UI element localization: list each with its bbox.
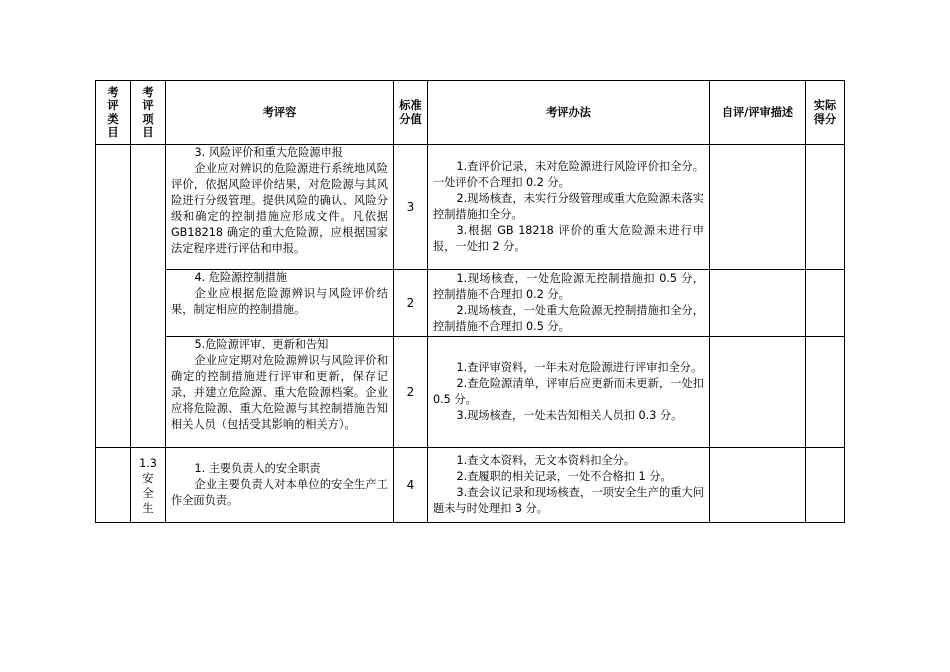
actual-score-cell: [806, 270, 845, 337]
header-item: 考 评 项 目: [131, 81, 166, 145]
self-eval-cell: [710, 145, 806, 270]
item-cell: [131, 145, 166, 448]
content-title: 1. 主要负责人的安全职责: [194, 462, 321, 475]
header-actual: 实际 得分: [806, 81, 845, 145]
table-row: [96, 448, 845, 523]
method-line: 2.查履职的相关记录，一处不合格扣 1 分。: [456, 470, 672, 483]
method-cell: [428, 270, 710, 337]
method-line: 3.根据 GB 18218 评价的重大危险源未进行申报，一处扣 2 分。: [433, 224, 704, 253]
header-content: 考评容: [166, 81, 394, 145]
content-cell: [166, 270, 394, 337]
content-body: 企业应根据危险源辨识与风险评价结果，制定相应的控制措施。: [171, 287, 388, 316]
content-cell: [166, 448, 394, 523]
category-cell: [96, 448, 131, 523]
self-eval-cell: [710, 337, 806, 448]
header-category: 考 评 类 目: [96, 81, 131, 145]
method-line: 2.查危险源清单，评审后应更新而未更新，一处扣 0.5 分。: [433, 377, 704, 406]
actual-score-cell: [806, 337, 845, 448]
content-body: 企业主要负责人对本单位的安全生产工作全面负责。: [171, 478, 388, 507]
header-self-eval: 自评/评审描述: [710, 81, 806, 145]
method-line: 3.现场核查，一处未告知相关人员扣 0.3 分。: [456, 409, 683, 422]
score-cell: 2: [394, 270, 428, 337]
header-score: 标准 分值: [394, 81, 428, 145]
method-line: 1.现场核查，一处危险源无控制措施扣 0.5 分，控制措施不合理扣 0.2 分。: [433, 272, 704, 301]
actual-score-cell: [806, 145, 845, 270]
method-cell: [428, 145, 710, 270]
content-title: 4. 危险源控制措施: [194, 271, 288, 284]
content-title: 5.危险源评审、更新和告知: [194, 338, 329, 351]
table-row: [96, 270, 845, 337]
item-cell: 1.3 安 全 生: [131, 448, 166, 523]
table-row: [96, 337, 845, 448]
category-cell: [96, 145, 131, 448]
method-line: 2.现场核查，一处重大危险源无控制措施扣全分，控制措施不合理扣 0.5 分。: [433, 304, 704, 333]
method-line: 2.现场核查，未实行分级管理或重大危险源未落实控制措施扣全分。: [433, 192, 704, 221]
method-cell: [428, 337, 710, 448]
method-line: 1.查文本资料，无文本资料扣全分。: [456, 454, 636, 467]
header-method: 考评办法: [428, 81, 710, 145]
content-body: 企业应定期对危险源辨识与风险评价和确定的控制措施进行评审和更新，保存记录，并建立危险源、重大危险源档案。企业应将危险源、重大危险源与其控制措施告知相关人员（包括受其影响的相关方）。: [171, 354, 388, 431]
content-cell: [166, 337, 394, 448]
method-line: 1.查评审资料，一年未对危险源进行评审扣全分。: [456, 361, 703, 374]
evaluation-table: [95, 80, 845, 523]
table-row: [96, 145, 845, 270]
self-eval-cell: [710, 270, 806, 337]
method-line: 3.查会议记录和现场核查，一项安全生产的重大问题未与时处理扣 3 分。: [433, 486, 704, 515]
score-cell: 3: [394, 145, 428, 270]
header-row: [96, 81, 845, 145]
content-title: 3. 风险评价和重大危险源申报: [194, 146, 343, 159]
score-cell: 2: [394, 337, 428, 448]
score-cell: 4: [394, 448, 428, 523]
content-cell: [166, 145, 394, 270]
method-cell: [428, 448, 710, 523]
actual-score-cell: [806, 448, 845, 523]
content-body: 企业应对辨识的危险源进行系统地风险评价，依据风险评价结果，对危险源与其风险进行分级管理。提供风险的确认、风险分级和确定的控制措施应形成文件。凡依据 GB18218 确定的重大危险源，应根据国家法定程序进行评估和申报。: [171, 162, 388, 255]
method-line: 1.查评价记录，未对危险源进行风险评价扣全分。一处评价不合理扣 0.2 分。: [433, 160, 704, 189]
self-eval-cell: [710, 448, 806, 523]
